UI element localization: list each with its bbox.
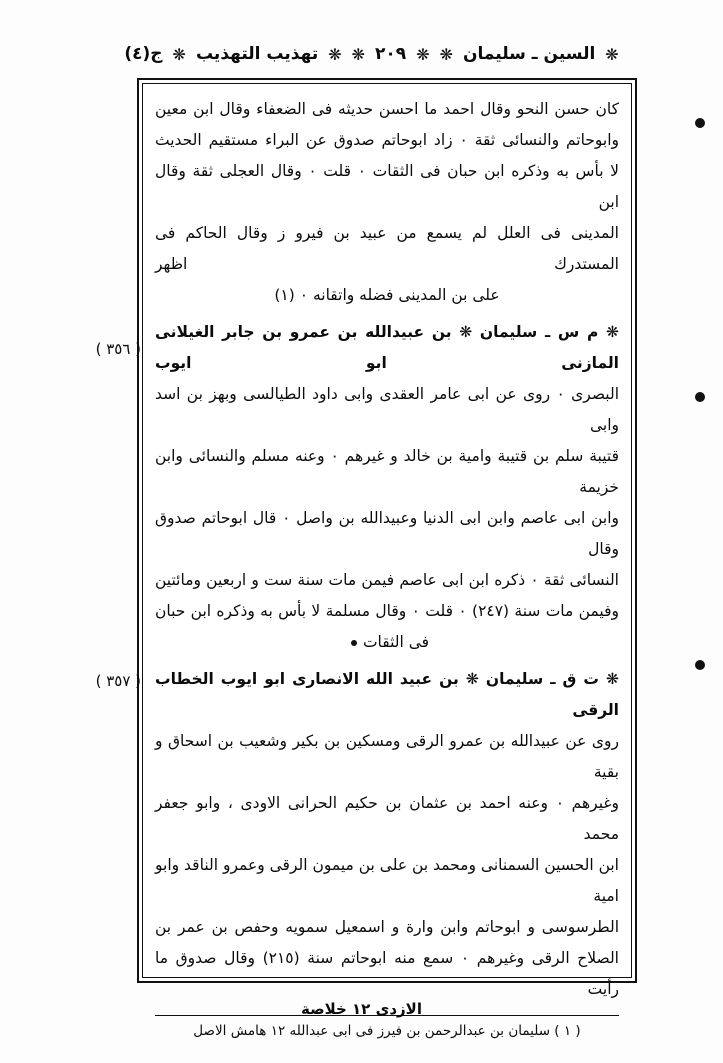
body-line: وابن ابى عاصم وابن ابى الدنيا وعبيدالله بن واصل ٠ قال ابوحاتم صدوق وقال xyxy=(155,509,619,558)
ornament-icon: ❋ xyxy=(439,45,453,64)
ornament-icon: ❋ xyxy=(416,45,430,64)
ornament-icon: ❋ xyxy=(328,45,342,64)
paragraph-continued xyxy=(155,94,619,311)
header-section: السين ـ سليمان xyxy=(463,44,596,64)
body-line: الصلاح الرقى وغيرهم ٠ سمع منه ابوحاتم سنة (٢١٥) وقال صدوق ما رأيت xyxy=(155,949,619,998)
end-dot-icon xyxy=(351,640,357,646)
margin-mark xyxy=(695,660,705,670)
ornament-icon: ❋ xyxy=(172,45,186,64)
body-line: المدينى فى العلل لم يسمع من عبيد بن فيرو ز وقال الحاكم فى المستدرك اظهر xyxy=(155,224,619,273)
header-page-number: ٢٠٩ xyxy=(375,44,407,64)
bottom-caption: الازدى ١٢ خلاصة xyxy=(301,1000,422,1018)
page-header xyxy=(90,40,653,68)
header-volume: ج(٤) xyxy=(124,44,163,64)
body-line: كان حسن النحو وقال احمد ما احسن حديثه فى الضعفاء وقال ابن معين xyxy=(155,100,619,118)
header-book-title: تهذيب التهذيب xyxy=(195,44,319,64)
ornament-icon: ❋ xyxy=(351,45,366,64)
body-line: وابوحاتم والنسائى ثقة ٠ زاد ابوحاتم صدوق عن البراء مستقيم الحديث xyxy=(155,131,619,149)
biography-entry xyxy=(95,317,620,658)
entry-heading-line: ❋ م س ـ سليمان ❋ بن عبيدالله بن عمرو بن جابر الغيلانى المازنى ابو ايوب xyxy=(155,323,619,372)
body-line: الطرسوسى و ابوحاتم وابن وارة و اسمعيل سمويه وحفص بن عمر بن xyxy=(155,918,619,936)
entry-heading-line: ❋ ت ق ـ سليمان ❋ بن عبيد الله الانصارى ابو ايوب الخطاب الرقى xyxy=(155,670,619,719)
body-text xyxy=(95,94,620,1005)
body-line-last xyxy=(155,627,619,658)
biography-entry xyxy=(95,664,619,1005)
entry-number: ( ٣٥٧ ) xyxy=(95,672,141,690)
entry-end-text: فى الثقات xyxy=(362,633,430,651)
ornament-icon: ❋ xyxy=(605,45,619,64)
body-line: النسائى ثقة ٠ ذكره ابن ابى عاصم فيمن مات سنة ست و اربعين ومائتين xyxy=(155,571,619,589)
body-line: وغيرهم ٠ وعنه احمد بن عثمان بن حكيم الحرانى الاودى ، وابو جعفر محمد xyxy=(155,794,619,843)
body-line: لا بأس به وذكره ابن حبان فى الثقات ٠ قلت ٠ وقال العجلى ثقة وقال ابن xyxy=(155,162,619,211)
body-line: وفيمن مات سنة (٢٤٧) ٠ قلت ٠ وقال مسلمة لا بأس به وذكره ابن حبان xyxy=(155,602,619,620)
body-line: البصرى ٠ روى عن ابى عامر العقدى وابى داود الطيالسى وبهز بن اسد وابى xyxy=(155,385,619,434)
body-line: على بن المدينى فضله واتقانه ٠ (١) xyxy=(274,286,500,304)
margin-mark xyxy=(695,392,705,402)
footnote-text: ( ١ ) سليمان بن عبدالرحمن بن فيرز فى ابى عبدالله ١٢ هامش الاصل xyxy=(193,1023,581,1039)
body-line: ابن الحسين السمنانى ومحمد بن على بن ميمون الرقى وعمرو الناقد وابو امية xyxy=(155,856,619,905)
entry-number: ( ٣٥٦ ) xyxy=(95,340,141,358)
body-line: قتيبة سلم بن قتيبة وامية بن خالد و غيرهم ٠ وعنه مسلم والنسائى وابن خزيمة xyxy=(155,447,620,496)
body-line: روى عن عبيدالله بن عمرو الرقى ومسكين بن بكير وشعيب بن اسحاق و بقية xyxy=(155,732,619,781)
margin-mark xyxy=(695,118,705,128)
